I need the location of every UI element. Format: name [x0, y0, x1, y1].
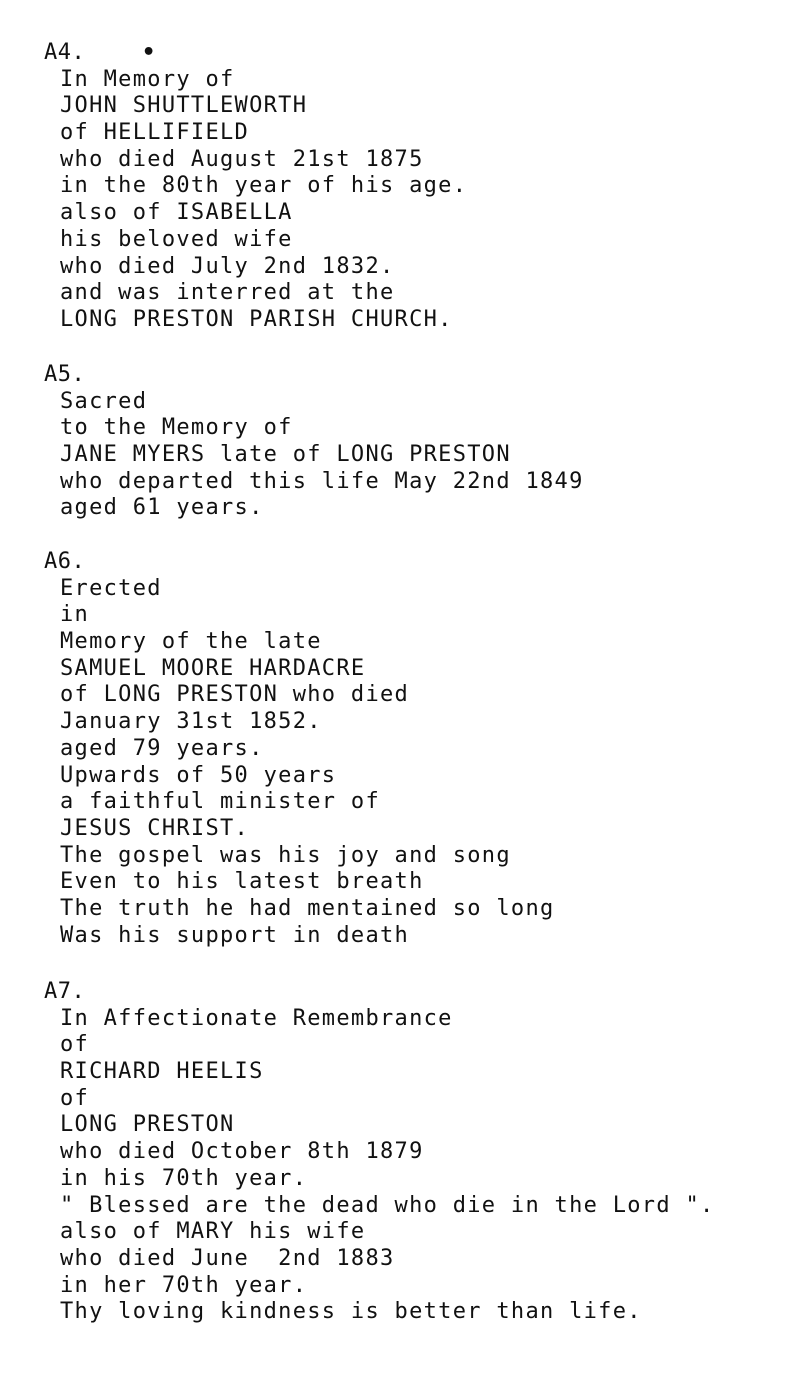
inscription-line: LONG PRESTON PARISH CHURCH.: [60, 306, 453, 332]
inscription-line: LONG PRESTON: [60, 1112, 235, 1138]
inscription-line: who died October 8th 1879: [60, 1139, 424, 1165]
inscription-line: of HELLIFIELD: [60, 120, 250, 146]
inscription-line: aged 61 years.: [60, 495, 264, 521]
inscription-line: to the Memory of: [60, 415, 293, 441]
inscription-line: In Affectionate Remembrance: [60, 1005, 453, 1031]
inscription-line: Thy loving kindness is better than life.: [60, 1299, 642, 1325]
inscription-line: his beloved wife: [60, 226, 293, 252]
inscription-line: in her 70th year.: [60, 1272, 308, 1298]
inscription-line: aged 79 years.: [60, 735, 264, 761]
inscription-line: who died August 21st 1875: [60, 146, 424, 172]
inscription-line: Was his support in death: [60, 922, 410, 948]
entry-number: A6.: [44, 549, 86, 574]
inscription-line: also of MARY his wife: [60, 1219, 366, 1245]
inscription-line: SAMUEL MOORE HARDACRE: [60, 655, 366, 681]
inscription-line: Even to his latest breath: [60, 869, 424, 895]
inscription-line: RICHARD HEELIS: [60, 1059, 264, 1085]
inscription-line: JANE MYERS late of LONG PRESTON: [60, 442, 511, 468]
inscription-line: in his 70th year.: [60, 1165, 308, 1191]
inscription-line: Upwards of 50 years: [60, 762, 337, 788]
inscription-line: In Memory of: [60, 66, 235, 92]
inscription-text: [60, 389, 584, 522]
inscription-line: and was interred at the: [60, 280, 395, 306]
inscription-line: January 31st 1852.: [60, 709, 322, 735]
inscription-line: Erected: [60, 575, 162, 601]
inscription-text: [60, 1006, 715, 1326]
inscription-line: a faithful minister of: [60, 789, 380, 815]
entry-number: A7.: [44, 979, 86, 1004]
inscription-line: Memory of the late: [60, 629, 322, 655]
inscription-line: in: [60, 602, 90, 628]
inscription-line: of: [60, 1032, 90, 1058]
entry-number: A4.: [44, 40, 86, 65]
stray-mark: •: [142, 40, 156, 65]
inscription-line: who died June 2nd 1883: [60, 1245, 395, 1271]
inscription-line: of: [60, 1085, 90, 1111]
inscription-line: of LONG PRESTON who died: [60, 682, 410, 708]
inscription-line: The gospel was his joy and song: [60, 842, 511, 868]
inscription-line: in the 80th year of his age.: [60, 173, 468, 199]
inscription-line: who departed this life May 22nd 1849: [60, 468, 584, 494]
inscription-line: also of ISABELLA: [60, 200, 293, 226]
inscription-line: " Blessed are the dead who die in the Lord ".: [60, 1192, 715, 1218]
inscription-line: JOHN SHUTTLEWORTH: [60, 93, 308, 119]
entry-number: A5.: [44, 362, 86, 387]
inscription-text: [60, 67, 467, 334]
inscription-line: JESUS CHRIST.: [60, 815, 250, 841]
inscription-line: The truth he had mentained so long: [60, 895, 555, 921]
inscription-text: [60, 576, 555, 950]
inscription-line: Sacred: [60, 388, 148, 414]
inscription-line: who died July 2nd 1832.: [60, 253, 395, 279]
